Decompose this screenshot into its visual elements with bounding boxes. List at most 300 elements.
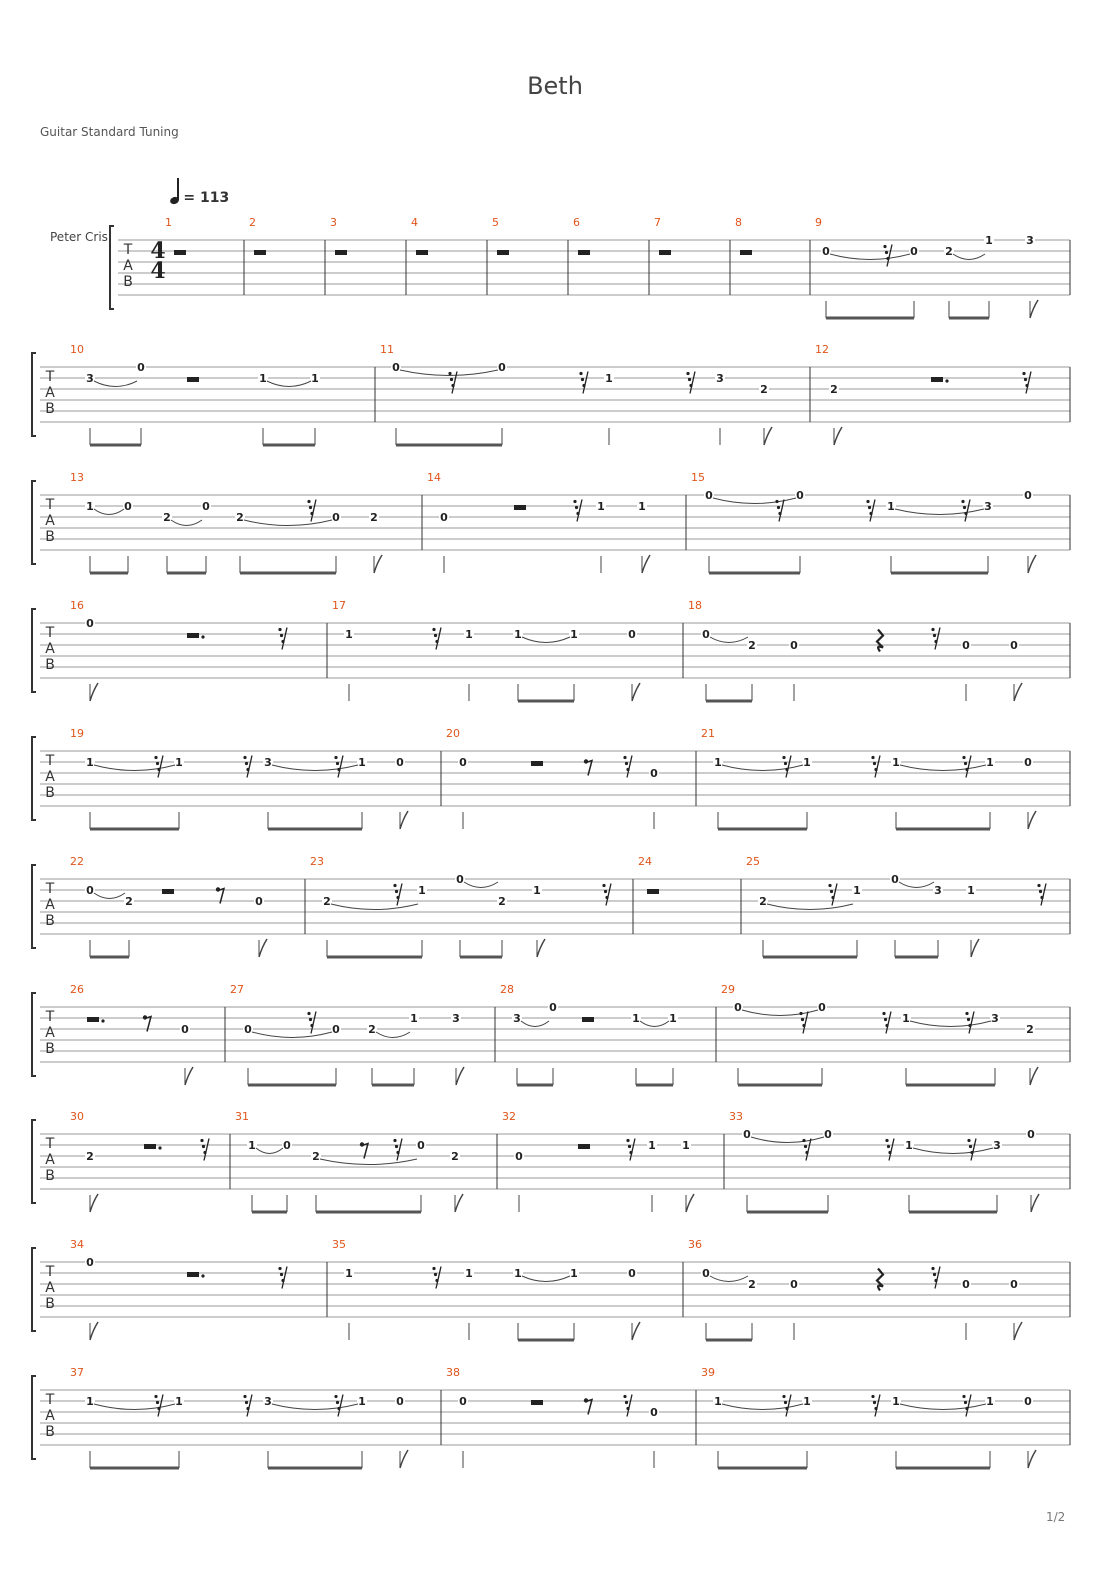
fret-number: 1: [175, 1395, 183, 1408]
fret-number: 1: [597, 500, 605, 513]
fret-number: 1: [259, 372, 267, 385]
tab-clef-letter: A: [45, 1280, 55, 1296]
fret-number: 0: [86, 884, 94, 897]
measure: [165, 216, 186, 255]
tie-arc: [464, 882, 498, 888]
thirtysecond-rest-icon: [962, 756, 971, 778]
measure: [327, 599, 640, 701]
tie-arc: [913, 1148, 993, 1154]
note-flag: [185, 1067, 193, 1085]
tab-clef-letter: B: [45, 1168, 55, 1184]
measure-number: 15: [691, 471, 705, 484]
tie-arc: [953, 254, 985, 260]
fret-number: 0: [743, 1128, 751, 1141]
fret-number: 0: [705, 489, 713, 502]
fret-number: 3: [984, 500, 992, 513]
tab-clef-letter: A: [45, 513, 55, 529]
fret-number: 2: [830, 383, 838, 396]
tuning-label: Guitar Standard Tuning: [40, 125, 179, 139]
instrument-label: Peter Cris: [50, 230, 108, 244]
tie-arc: [742, 1010, 818, 1016]
thirtysecond-rest-icon: [200, 1139, 209, 1161]
measure: [305, 855, 611, 957]
measure-number: 17: [332, 599, 346, 612]
measure-number: 4: [411, 216, 418, 229]
rest-dot: [158, 1146, 161, 1149]
tie-arc: [710, 1276, 748, 1282]
fret-number: 1: [345, 1267, 353, 1280]
half-rest-icon: [497, 250, 509, 255]
note-flag: [455, 1194, 463, 1212]
fret-number: 3: [452, 1012, 460, 1025]
system-bracket: [32, 1376, 36, 1459]
fret-number: 1: [682, 1139, 690, 1152]
page-title: Beth: [527, 72, 583, 100]
measure: [730, 216, 752, 295]
thirtysecond-rest-icon: [334, 1395, 343, 1417]
fret-number: 1: [986, 1395, 994, 1408]
measure: [230, 1110, 463, 1212]
fret-number: 1: [986, 756, 994, 769]
note-flag: [834, 427, 842, 445]
tie-arc: [94, 509, 124, 515]
measure: [649, 216, 671, 295]
thirtysecond-rest-icon: [931, 1267, 940, 1289]
tie-arc: [899, 882, 934, 888]
fret-number: 3: [86, 372, 94, 385]
fret-number: 0: [255, 895, 263, 908]
tab-clef-letter: A: [45, 769, 55, 785]
half-rest-icon: [578, 250, 590, 255]
fret-number: 0: [702, 1267, 710, 1280]
fret-number: 1: [605, 372, 613, 385]
measure-number: 5: [492, 216, 499, 229]
thirtysecond-rest-icon: [967, 1139, 976, 1161]
thirtysecond-rest-icon: [334, 756, 343, 778]
fret-number: 0: [650, 767, 658, 780]
half-rest-icon: [647, 889, 659, 894]
note-flag: [400, 1450, 408, 1468]
half-rest-icon: [531, 1400, 543, 1405]
measure: [70, 599, 287, 701]
tie-arc: [320, 1159, 417, 1165]
measure-number: 29: [721, 983, 735, 996]
fret-number: 2: [86, 1150, 94, 1163]
tab-clef-letter: T: [45, 625, 55, 641]
tie-arc: [722, 1404, 803, 1410]
fret-number: 3: [264, 756, 272, 769]
tie-arc: [272, 765, 358, 771]
fret-number: 0: [1024, 756, 1032, 769]
measure: [683, 1238, 1022, 1340]
time-signature-digit: 4: [150, 258, 166, 284]
thirtysecond-rest-icon: [799, 1012, 808, 1034]
note-flag: [632, 1322, 640, 1340]
fret-number: 1: [892, 1395, 900, 1408]
note-flag: [642, 555, 650, 573]
measure-number: 10: [70, 343, 84, 356]
measure-number: 1: [165, 216, 172, 229]
measure: [70, 1110, 209, 1212]
fret-number: 2: [748, 1278, 756, 1291]
fret-number: 0: [628, 1267, 636, 1280]
thirtysecond-rest-icon: [623, 1395, 632, 1417]
fret-number: 0: [137, 361, 145, 374]
measure-number: 20: [446, 727, 460, 740]
fret-number: 0: [244, 1023, 252, 1036]
fret-number: 1: [967, 884, 975, 897]
tab-system: [32, 1238, 1070, 1340]
fret-number: 0: [440, 511, 448, 524]
measure-number: 28: [500, 983, 514, 996]
system-bracket: [32, 353, 36, 436]
half-rest-icon: [740, 250, 752, 255]
tab-clef-letter: B: [45, 913, 55, 929]
tie-arc: [895, 509, 984, 515]
note-flag: [1030, 300, 1038, 318]
tie-arc: [767, 904, 853, 910]
thirtysecond-rest-icon: [931, 628, 940, 650]
thirtysecond-rest-icon: [579, 372, 588, 394]
fret-number: 1: [853, 884, 861, 897]
tab-clef-letter: T: [45, 1009, 55, 1025]
measure-number: 12: [815, 343, 829, 356]
measure-number: 33: [729, 1110, 743, 1123]
fret-number: 0: [822, 245, 830, 258]
fret-number: 1: [648, 1139, 656, 1152]
note-flag: [374, 555, 382, 573]
system-bracket: [32, 609, 36, 692]
thirtysecond-rest-icon: [573, 500, 582, 522]
fret-number: 2: [312, 1150, 320, 1163]
tie-arc: [252, 1032, 332, 1038]
fret-number: 1: [533, 884, 541, 897]
measure: [70, 1238, 287, 1340]
measure-number: 13: [70, 471, 84, 484]
system-bracket: [110, 226, 114, 309]
fret-number: 1: [570, 628, 578, 641]
thirtysecond-rest-icon: [828, 884, 837, 906]
fret-number: 1: [669, 1012, 677, 1025]
thirtysecond-rest-icon: [393, 1139, 402, 1161]
tab-system: [32, 983, 1070, 1085]
half-rest-icon: [416, 250, 428, 255]
half-rest-icon: [162, 889, 174, 894]
time-signature-digit: 4: [150, 238, 166, 264]
thirtysecond-rest-icon: [626, 1139, 635, 1161]
tab-system: [32, 1366, 1070, 1468]
system-bracket: [32, 1248, 36, 1331]
fret-number: 1: [465, 1267, 473, 1280]
half-rest-icon: [582, 1017, 594, 1022]
fret-number: 0: [818, 1001, 826, 1014]
note-flag: [1014, 1322, 1022, 1340]
tie-arc: [640, 1021, 669, 1027]
fret-number: 0: [332, 511, 340, 524]
measure: [741, 855, 1046, 957]
fret-number: 3: [991, 1012, 999, 1025]
tab-system: [32, 855, 1070, 957]
measure-number: 23: [310, 855, 324, 868]
tie-arc: [171, 520, 202, 526]
fret-number: 0: [332, 1023, 340, 1036]
fret-number: 1: [714, 1395, 722, 1408]
fret-number: 0: [417, 1139, 425, 1152]
thirtysecond-rest-icon: [782, 756, 791, 778]
measure-number: 16: [70, 599, 84, 612]
measure: [70, 1366, 408, 1468]
rest-dot: [201, 1274, 204, 1277]
fret-number: 1: [514, 1267, 522, 1280]
system-bracket: [32, 993, 36, 1076]
half-rest-icon: [187, 377, 199, 382]
system-bracket: [32, 1120, 36, 1203]
measure-number: 32: [502, 1110, 516, 1123]
note-flag: [90, 1194, 98, 1212]
tie-arc: [722, 765, 803, 771]
half-rest-icon: [174, 250, 186, 255]
fret-number: 2: [163, 511, 171, 524]
measure-number: 6: [573, 216, 580, 229]
fret-number: 0: [459, 756, 467, 769]
fret-number: 1: [86, 500, 94, 513]
tab-clef-letter: T: [123, 242, 133, 258]
fret-number: 2: [370, 511, 378, 524]
measure: [487, 216, 509, 295]
thirtysecond-rest-icon: [1037, 884, 1046, 906]
fret-number: 0: [790, 1278, 798, 1291]
thirtysecond-rest-icon: [154, 1395, 163, 1417]
quarter-rest-icon: [877, 1269, 883, 1291]
tie-arc: [521, 1021, 549, 1027]
fret-number: 0: [796, 489, 804, 502]
note-flag: [259, 939, 267, 957]
fret-number: 1: [714, 756, 722, 769]
fret-number: 0: [515, 1150, 523, 1163]
tab-clef-letter: A: [45, 385, 55, 401]
thirtysecond-rest-icon: [871, 1395, 880, 1417]
measure: [406, 216, 428, 295]
tie-arc: [910, 1021, 991, 1027]
tab-system: [32, 471, 1070, 573]
fret-number: 0: [891, 873, 899, 886]
thirtysecond-rest-icon: [961, 500, 970, 522]
thirtysecond-rest-icon: [686, 372, 695, 394]
note-flag: [764, 427, 772, 445]
note-flag: [1028, 555, 1036, 573]
fret-number: 2: [323, 895, 331, 908]
half-rest-icon: [578, 1144, 590, 1149]
fret-number: 3: [264, 1395, 272, 1408]
note-flag: [1028, 1450, 1036, 1468]
fret-number: 0: [702, 628, 710, 641]
measure-number: 39: [701, 1366, 715, 1379]
note-flag: [632, 683, 640, 701]
fret-number: 2: [368, 1023, 376, 1036]
fret-number: 1: [803, 1395, 811, 1408]
fret-number: 0: [910, 245, 918, 258]
rest-dot: [945, 379, 948, 382]
thirtysecond-rest-icon: [623, 756, 632, 778]
tab-clef-letter: B: [45, 1296, 55, 1312]
thirtysecond-rest-icon: [602, 884, 611, 906]
fret-number: 0: [628, 628, 636, 641]
dotted-half-rest-icon: [931, 377, 943, 382]
tab-system: [32, 1110, 1070, 1212]
fret-number: 0: [498, 361, 506, 374]
fret-number: 0: [1010, 639, 1018, 652]
tie-arc: [830, 254, 910, 260]
dotted-half-rest-icon: [187, 1272, 199, 1277]
fret-number: 0: [1024, 1395, 1032, 1408]
fret-number: 0: [86, 1256, 94, 1269]
fret-number: 1: [514, 628, 522, 641]
fret-number: 1: [311, 372, 319, 385]
rest-dot: [201, 635, 204, 638]
measure: [686, 471, 1036, 573]
tab-clef-letter: T: [45, 1264, 55, 1280]
fret-number: 0: [824, 1128, 832, 1141]
tab-clef-letter: T: [45, 1136, 55, 1152]
fret-number: 1: [902, 1012, 910, 1025]
tab-clef-letter: T: [45, 497, 55, 513]
dotted-half-rest-icon: [144, 1144, 156, 1149]
tab-clef-letter: B: [45, 657, 55, 673]
tie-arc: [376, 1032, 410, 1038]
fret-number: 0: [650, 1406, 658, 1419]
fret-number: 0: [962, 1278, 970, 1291]
measure: [568, 216, 590, 295]
tab-clef-letter: T: [45, 369, 55, 385]
tie-arc: [900, 1404, 986, 1410]
fret-number: 0: [1010, 1278, 1018, 1291]
measure-number: 37: [70, 1366, 84, 1379]
fret-number: 2: [1026, 1023, 1034, 1036]
fret-number: 0: [86, 617, 94, 630]
tie-arc: [900, 765, 986, 771]
measure: [441, 1366, 659, 1468]
thirtysecond-rest-icon: [154, 756, 163, 778]
fret-number: 1: [570, 1267, 578, 1280]
measure: [633, 855, 659, 934]
fret-number: 1: [248, 1139, 256, 1152]
thirtysecond-rest-icon: [775, 500, 784, 522]
half-rest-icon: [659, 250, 671, 255]
tab-clef-letter: A: [123, 258, 133, 274]
measure-number: 25: [746, 855, 760, 868]
fret-number: 0: [202, 500, 210, 513]
tie-arc: [710, 637, 748, 643]
tab-clef-letter: B: [45, 529, 55, 545]
quarter-rest-icon: [877, 630, 883, 652]
measure: [327, 1238, 640, 1340]
measure-number: 24: [638, 855, 652, 868]
note-flag: [971, 939, 979, 957]
fret-number: 0: [456, 873, 464, 886]
thirtysecond-rest-icon: [782, 1395, 791, 1417]
note-flag: [1031, 1194, 1039, 1212]
measure-number: 8: [735, 216, 742, 229]
note-flag: [1030, 1067, 1038, 1085]
thirtysecond-rest-icon: [1022, 372, 1031, 394]
measure: [422, 471, 650, 573]
fret-number: 3: [716, 372, 724, 385]
note-flag: [90, 1322, 98, 1340]
measure: [225, 983, 464, 1085]
fret-number: 1: [985, 234, 993, 247]
tab-clef-letter: T: [45, 881, 55, 897]
measure: [70, 471, 382, 573]
measure-number: 26: [70, 983, 84, 996]
half-rest-icon: [335, 250, 347, 255]
tab-clef-letter: B: [123, 274, 133, 290]
fret-number: 0: [283, 1139, 291, 1152]
thirtysecond-rest-icon: [432, 628, 441, 650]
fret-number: 2: [125, 895, 133, 908]
fret-number: 1: [887, 500, 895, 513]
tempo-value: = 113: [183, 190, 230, 206]
tab-clef-letter: A: [45, 1152, 55, 1168]
thirtysecond-rest-icon: [243, 1395, 252, 1417]
tab-clef-letter: A: [45, 641, 55, 657]
system-bracket: [32, 737, 36, 820]
tie-arc: [272, 1404, 358, 1410]
tie-arc: [94, 1404, 175, 1410]
fret-number: 0: [396, 756, 404, 769]
note-flag: [90, 683, 98, 701]
system-bracket: [32, 481, 36, 564]
fret-number: 2: [236, 511, 244, 524]
fret-number: 0: [962, 639, 970, 652]
fret-number: 1: [358, 756, 366, 769]
fret-number: 3: [1026, 234, 1034, 247]
note-flag: [537, 939, 545, 957]
tab-system: [110, 216, 1070, 318]
measure-number: 22: [70, 855, 84, 868]
measure: [70, 855, 267, 957]
tab-system: [32, 343, 1070, 445]
thirtysecond-rest-icon: [278, 1267, 287, 1289]
measure-number: 38: [446, 1366, 460, 1379]
measure-number: 14: [427, 471, 441, 484]
thirtysecond-rest-icon: [307, 1012, 316, 1034]
tab-system: [32, 599, 1070, 701]
system-bracket: [32, 865, 36, 948]
measure-number: 31: [235, 1110, 249, 1123]
measure-number: 36: [688, 1238, 702, 1251]
measure-number: 11: [380, 343, 394, 356]
measure-number: 35: [332, 1238, 346, 1251]
dotted-half-rest-icon: [187, 633, 199, 638]
measure: [325, 216, 347, 295]
measure: [716, 983, 1038, 1085]
tie-arc: [244, 520, 332, 526]
fret-number: 0: [549, 1001, 557, 1014]
fret-number: 0: [734, 1001, 742, 1014]
fret-number: 0: [1027, 1128, 1035, 1141]
tab-system: [32, 727, 1070, 829]
tie-arc: [522, 1276, 570, 1282]
fret-number: 1: [638, 500, 646, 513]
measure-number: 7: [654, 216, 661, 229]
fret-number: 2: [945, 245, 953, 258]
thirtysecond-rest-icon: [432, 1267, 441, 1289]
measure-number: 19: [70, 727, 84, 740]
thirtysecond-rest-icon: [448, 372, 457, 394]
tab-clef-letter: B: [45, 401, 55, 417]
fret-number: 1: [345, 628, 353, 641]
measure: [696, 1366, 1036, 1468]
